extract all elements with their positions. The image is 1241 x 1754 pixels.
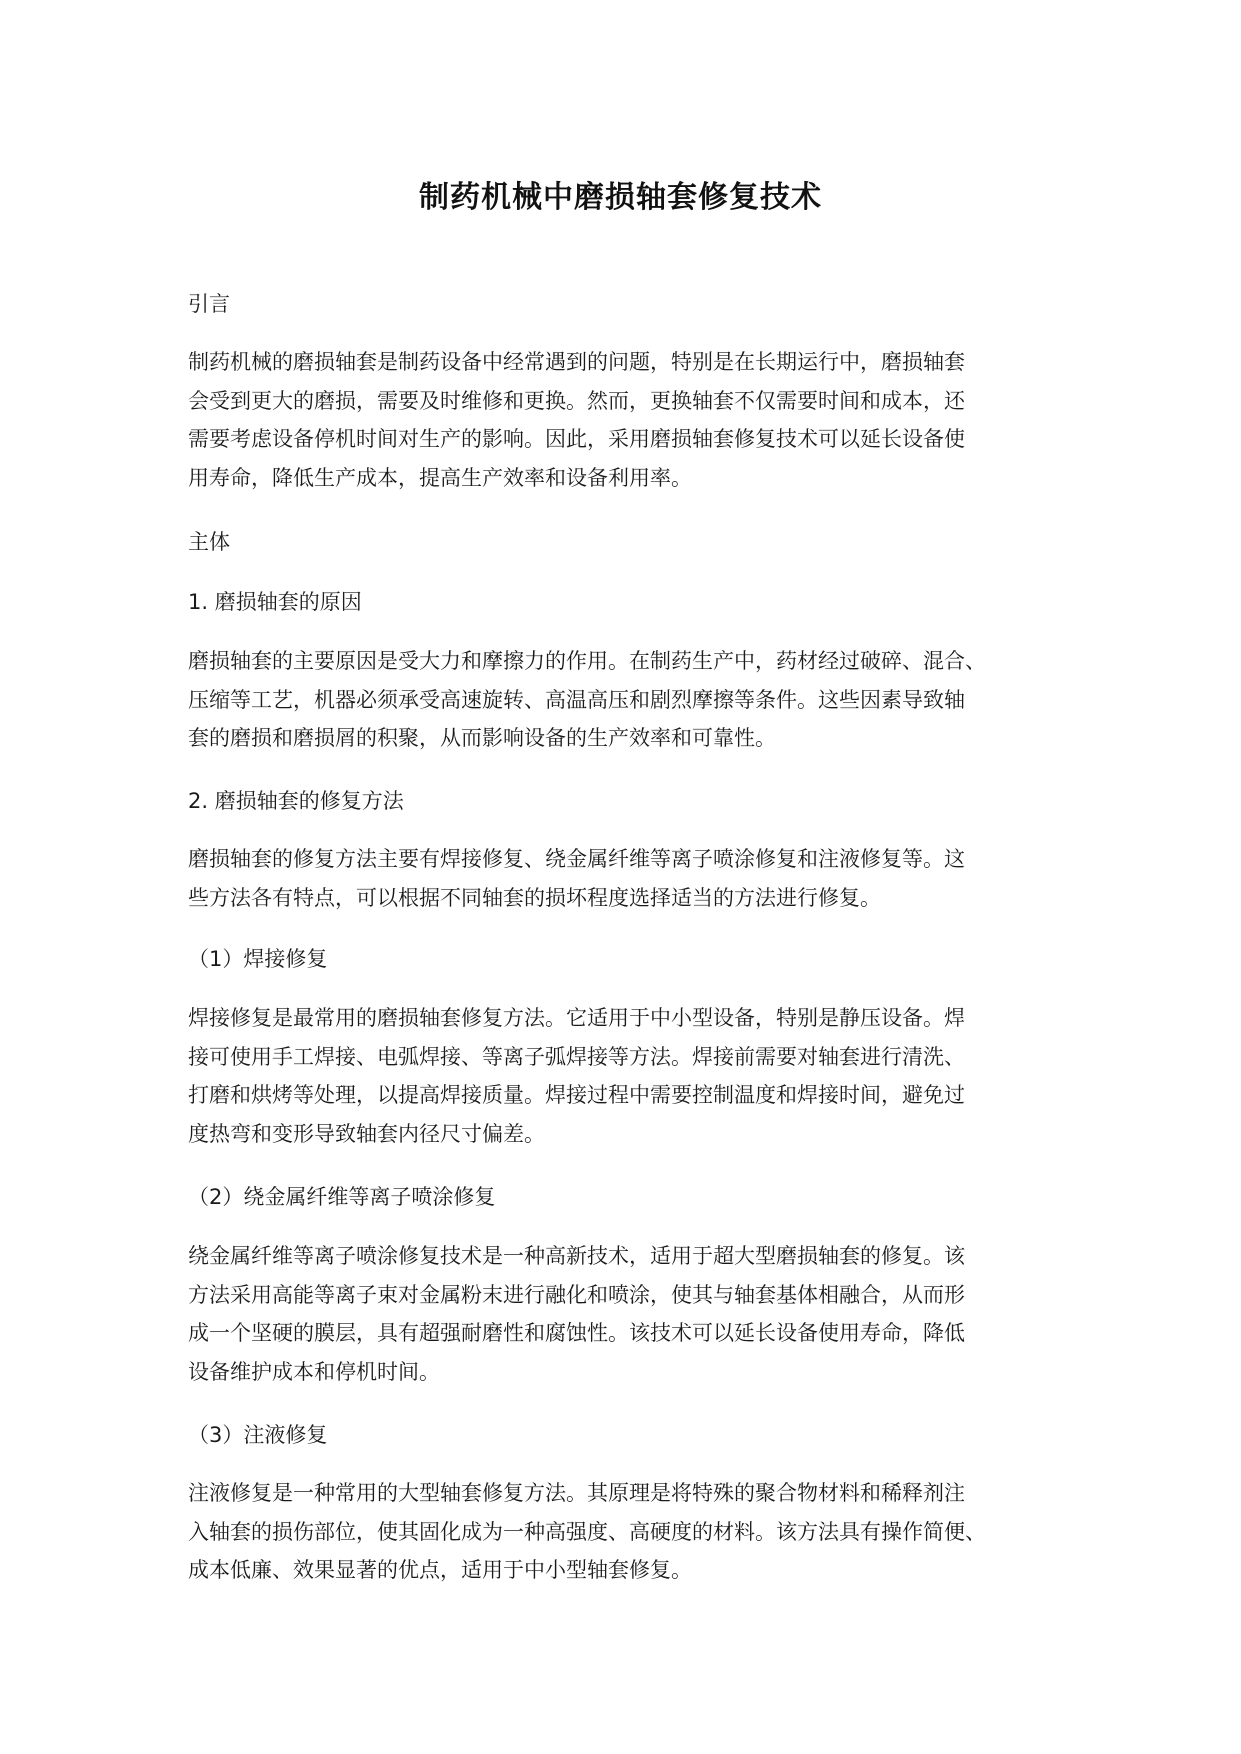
paragraph-line: 需要考虑设备停机时间对生产的影响。因此，采用磨损轴套修复技术可以延长设备使	[188, 427, 965, 451]
section1-paragraph	[188, 642, 986, 758]
sub3-paragraph	[188, 1474, 986, 1590]
document-title: 制药机械中磨损轴套修复技术	[419, 180, 822, 215]
sub2-heading: （2）绕金属纤维等离子喷涂修复	[188, 1185, 496, 1209]
sub1-paragraph	[188, 999, 965, 1153]
paragraph-line: 焊接修复是最常用的磨损轴套修复方法。它适用于中小型设备，特别是静压设备。焊	[188, 1006, 965, 1030]
paragraph-line: 度热弯和变形导致轴套内径尺寸偏差。	[188, 1121, 545, 1146]
sub1-heading: （1）焊接修复	[188, 947, 328, 971]
section1-heading: 1. 磨损轴套的原因	[188, 590, 362, 614]
paragraph-line: 成一个坚硬的膜层，具有超强耐磨性和腐蚀性。该技术可以延长设备使用寿命，降低	[188, 1321, 965, 1345]
paragraph-line: 压缩等工艺，机器必须承受高速旋转、高温高压和剧烈摩擦等条件。这些因素导致轴	[188, 687, 965, 712]
paragraph-line: 入轴套的损伤部位，使其固化成为一种高强度、高硬度的材料。该方法具有操作简便、	[188, 1519, 986, 1544]
paragraph-line: 磨损轴套的修复方法主要有焊接修复、绕金属纤维等离子喷涂修复和注液修复等。这	[188, 847, 965, 871]
paragraph-line: 制药机械的磨损轴套是制药设备中经常遇到的问题，特别是在长期运行中，磨损轴套	[188, 350, 965, 374]
paragraph-line: 设备维护成本和停机时间。	[188, 1359, 440, 1384]
sub3-heading: （3）注液修复	[188, 1423, 328, 1447]
paragraph-line: 成本低廉、效果显著的优点，适用于中小型轴套修复。	[188, 1558, 692, 1582]
paragraph-line: 些方法各有特点，可以根据不同轴套的损坏程度选择适当的方法进行修复。	[188, 885, 881, 910]
sub2-paragraph	[188, 1237, 965, 1391]
paragraph-line: 注液修复是一种常用的大型轴套修复方法。其原理是将特殊的聚合物材料和稀释剂注	[188, 1481, 965, 1505]
section2-paragraph	[188, 840, 965, 917]
paragraph-line: 用寿命，降低生产成本，提高生产效率和设备利用率。	[188, 465, 692, 490]
paragraph-line: 绕金属纤维等离子喷涂修复技术是一种高新技术，适用于超大型磨损轴套的修复。该	[188, 1244, 965, 1268]
intro-paragraph	[188, 343, 965, 497]
paragraph-line: 打磨和烘烤等处理，以提高焊接质量。焊接过程中需要控制温度和焊接时间，避免过	[188, 1083, 965, 1107]
section2-heading: 2. 磨损轴套的修复方法	[188, 789, 404, 813]
body-heading: 主体	[188, 530, 230, 554]
paragraph-line: 方法采用高能等离子束对金属粉末进行融化和喷涂，使其与轴套基体相融合，从而形	[188, 1282, 965, 1307]
paragraph-line: 会受到更大的磨损，需要及时维修和更换。然而，更换轴套不仅需要时间和成本，还	[188, 388, 965, 413]
paragraph-line: 套的磨损和磨损屑的积聚，从而影响设备的生产效率和可靠性。	[188, 726, 776, 750]
paragraph-line: 磨损轴套的主要原因是受大力和摩擦力的作用。在制药生产中，药材经过破碎、混合、	[188, 649, 986, 673]
paragraph-line: 接可使用手工焊接、电弧焊接、等离子弧焊接等方法。焊接前需要对轴套进行清洗、	[188, 1044, 965, 1069]
intro-heading: 引言	[188, 292, 230, 316]
